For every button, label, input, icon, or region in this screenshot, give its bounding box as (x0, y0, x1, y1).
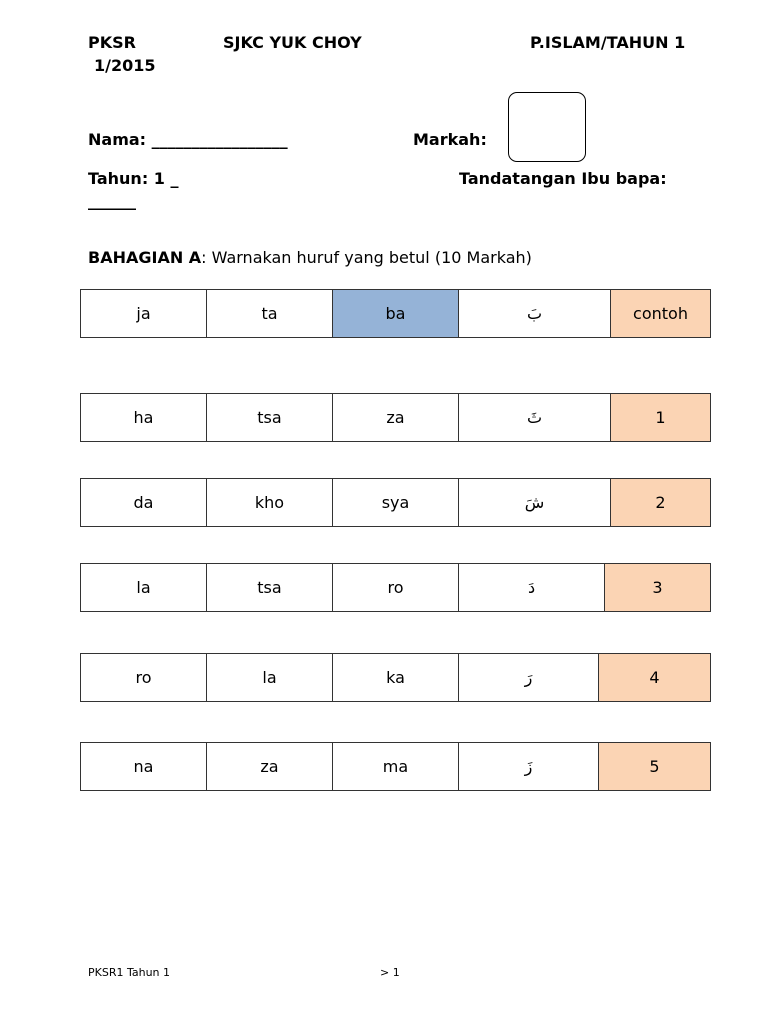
arabic-letter: رَ (459, 654, 599, 702)
option-cell[interactable]: ka (333, 654, 459, 702)
question-number: 5 (599, 743, 711, 791)
question-number: 1 (611, 394, 711, 442)
option-cell[interactable]: tsa (207, 564, 333, 612)
section-instruction: : Warnakan huruf yang betul (10 Markah) (201, 248, 532, 267)
question-number: contoh (611, 290, 711, 338)
exercise-row (80, 563, 711, 612)
question-number: 2 (611, 479, 711, 527)
option-cell[interactable]: ma (333, 743, 459, 791)
option-cell[interactable]: la (81, 564, 207, 612)
option-cell[interactable]: ro (333, 564, 459, 612)
exercise-row (80, 393, 711, 442)
question-number: 4 (599, 654, 711, 702)
header-pksr: PKSR (88, 33, 136, 52)
arabic-letter: ثَ (459, 394, 611, 442)
exercise-row (80, 289, 711, 338)
question-number: 3 (605, 564, 711, 612)
nama-field[interactable]: Nama: _________________ (88, 130, 288, 149)
arabic-letter: دَ (459, 564, 605, 612)
option-cell[interactable]: ha (81, 394, 207, 442)
footer-left: PKSR1 Tahun 1 (88, 966, 171, 979)
exercise-row (80, 478, 711, 527)
option-cell[interactable]: ba (333, 290, 459, 338)
option-cell[interactable]: tsa (207, 394, 333, 442)
tahun-field[interactable]: Tahun: 1 _ (88, 169, 179, 188)
arabic-letter: بَ (459, 290, 611, 338)
footer-page: > 1 (380, 966, 400, 979)
exercise-row (80, 653, 711, 702)
arabic-letter: زَ (459, 743, 599, 791)
section-heading (88, 248, 532, 267)
markah-label: Markah: (413, 130, 487, 149)
option-cell[interactable]: da (81, 479, 207, 527)
option-cell[interactable]: na (81, 743, 207, 791)
header-school: SJKC YUK CHOY (223, 33, 362, 52)
option-cell[interactable]: la (207, 654, 333, 702)
section-label: BAHAGIAN A (88, 248, 202, 267)
markah-box[interactable] (508, 92, 586, 162)
header-year: 1/2015 (94, 56, 156, 75)
arabic-letter: شَ (459, 479, 611, 527)
header-subject: P.ISLAM/TAHUN 1 (530, 33, 686, 52)
option-cell[interactable]: ta (207, 290, 333, 338)
option-cell[interactable]: za (207, 743, 333, 791)
option-cell[interactable]: kho (207, 479, 333, 527)
exercise-row (80, 742, 711, 791)
option-cell[interactable]: ja (81, 290, 207, 338)
option-cell[interactable]: sya (333, 479, 459, 527)
option-cell[interactable]: za (333, 394, 459, 442)
signature-label: Tandatangan Ibu bapa: (459, 169, 667, 188)
option-cell[interactable]: ro (81, 654, 207, 702)
tahun-line: ______ (88, 191, 136, 210)
